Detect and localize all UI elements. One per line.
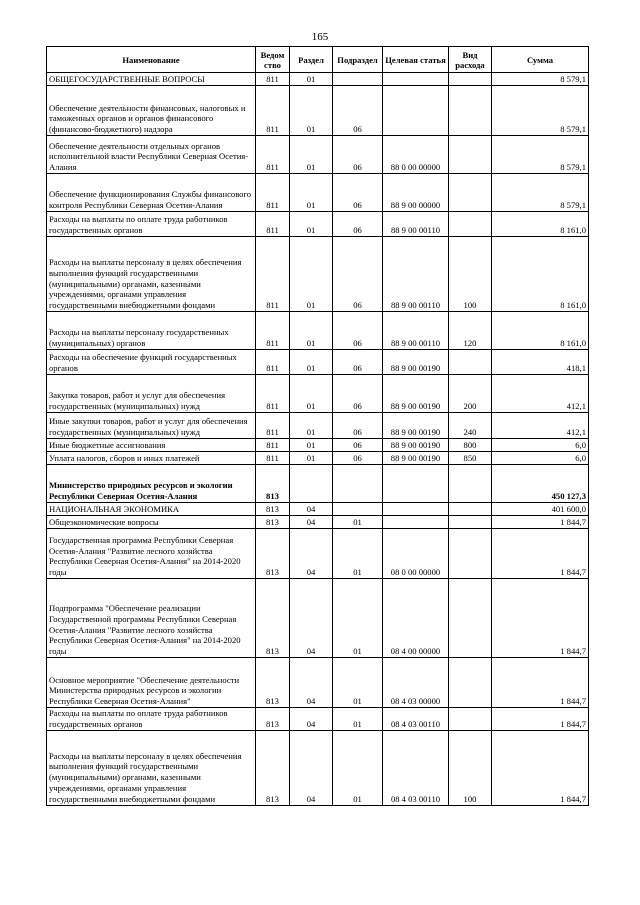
table-row <box>47 529 589 579</box>
cell-ministry: 811 <box>256 312 290 350</box>
table-row <box>47 708 589 731</box>
cell-target: 08 4 00 00000 <box>383 579 449 658</box>
cell-sum: 8 579,1 <box>492 174 589 212</box>
cell-expense-type <box>449 516 492 529</box>
cell-subsection <box>333 503 383 516</box>
cell-section: 01 <box>290 375 333 413</box>
budget-table <box>46 46 589 806</box>
table-row <box>47 658 589 708</box>
cell-sum: 8 579,1 <box>492 73 589 86</box>
cell-section: 01 <box>290 237 333 312</box>
cell-name: Иные закупки товаров, работ и услуг для обеспечения государственных (муниципальных) нужд <box>47 413 256 439</box>
cell-name: ОБЩЕГОСУДАРСТВЕННЫЕ ВОПРОСЫ <box>47 73 256 86</box>
cell-name: Основное мероприятие "Обеспечение деятельности Министерства природных ресурсов и экологии Республики Северная Осетия-Алания" <box>47 658 256 708</box>
table-row <box>47 86 589 136</box>
cell-expense-type: 850 <box>449 452 492 465</box>
table-row <box>47 212 589 237</box>
cell-expense-type <box>449 503 492 516</box>
header-subsection: Подраздел <box>333 47 383 73</box>
cell-name: НАЦИОНАЛЬНАЯ ЭКОНОМИКА <box>47 503 256 516</box>
cell-expense-type <box>449 658 492 708</box>
cell-sum: 8 161,0 <box>492 212 589 237</box>
header-name: Наименование <box>47 47 256 73</box>
cell-sum: 412,1 <box>492 375 589 413</box>
cell-ministry: 813 <box>256 708 290 731</box>
cell-target: 88 9 00 00110 <box>383 237 449 312</box>
cell-subsection: 06 <box>333 350 383 375</box>
cell-section: 04 <box>290 579 333 658</box>
cell-ministry: 811 <box>256 375 290 413</box>
cell-ministry: 813 <box>256 658 290 708</box>
cell-ministry: 811 <box>256 452 290 465</box>
cell-sum: 1 844,7 <box>492 516 589 529</box>
cell-ministry: 811 <box>256 413 290 439</box>
cell-section: 01 <box>290 350 333 375</box>
cell-section: 01 <box>290 452 333 465</box>
cell-section: 01 <box>290 212 333 237</box>
table-row <box>47 579 589 658</box>
cell-expense-type: 200 <box>449 375 492 413</box>
cell-ministry: 811 <box>256 174 290 212</box>
cell-subsection: 06 <box>333 439 383 452</box>
cell-ministry: 811 <box>256 350 290 375</box>
table-row <box>47 136 589 174</box>
cell-expense-type <box>449 136 492 174</box>
cell-expense-type <box>449 73 492 86</box>
cell-name: Министерство природных ресурсов и экологии Республики Северная Осетия-Алания <box>47 465 256 503</box>
cell-subsection: 06 <box>333 86 383 136</box>
cell-target <box>383 86 449 136</box>
cell-target: 88 9 00 00190 <box>383 413 449 439</box>
header-ministry: Ведом ство <box>256 47 290 73</box>
cell-subsection: 06 <box>333 413 383 439</box>
cell-subsection: 06 <box>333 174 383 212</box>
cell-target: 88 9 00 00190 <box>383 375 449 413</box>
cell-subsection: 01 <box>333 516 383 529</box>
cell-name: Расходы на выплаты персоналу в целях обеспечения выполнения функций государственными (муниципальными) органами, казенными учреждениями, органами управления государственными внебюджетными фондами <box>47 237 256 312</box>
cell-expense-type <box>449 350 492 375</box>
cell-subsection: 06 <box>333 212 383 237</box>
table-row <box>47 350 589 375</box>
cell-subsection: 06 <box>333 312 383 350</box>
table-header-row <box>47 47 589 73</box>
cell-ministry: 813 <box>256 730 290 805</box>
cell-subsection: 01 <box>333 730 383 805</box>
cell-sum: 401 600,0 <box>492 503 589 516</box>
cell-ministry: 813 <box>256 503 290 516</box>
cell-name: Расходы на обеспечение функций государственных органов <box>47 350 256 375</box>
cell-sum: 8 161,0 <box>492 312 589 350</box>
cell-section: 01 <box>290 86 333 136</box>
cell-ministry: 813 <box>256 529 290 579</box>
cell-subsection: 06 <box>333 452 383 465</box>
cell-subsection: 01 <box>333 708 383 731</box>
cell-target <box>383 465 449 503</box>
cell-section: 01 <box>290 136 333 174</box>
cell-name: Общеэкономические вопросы <box>47 516 256 529</box>
cell-ministry: 811 <box>256 237 290 312</box>
cell-sum: 8 579,1 <box>492 136 589 174</box>
table-row <box>47 237 589 312</box>
cell-subsection: 01 <box>333 579 383 658</box>
cell-ministry: 811 <box>256 439 290 452</box>
cell-sum: 1 844,7 <box>492 730 589 805</box>
table-row <box>47 465 589 503</box>
cell-sum: 1 844,7 <box>492 708 589 731</box>
table-row <box>47 312 589 350</box>
cell-section: 01 <box>290 73 333 86</box>
cell-target: 08 4 03 00110 <box>383 730 449 805</box>
cell-subsection <box>333 465 383 503</box>
cell-ministry: 811 <box>256 73 290 86</box>
cell-expense-type: 120 <box>449 312 492 350</box>
cell-target <box>383 516 449 529</box>
cell-ministry: 811 <box>256 212 290 237</box>
cell-ministry: 811 <box>256 86 290 136</box>
cell-expense-type <box>449 465 492 503</box>
cell-expense-type <box>449 579 492 658</box>
cell-target: 88 9 00 00000 <box>383 174 449 212</box>
cell-name: Расходы на выплаты по оплате труда работников государственных органов <box>47 212 256 237</box>
cell-sum: 6,0 <box>492 452 589 465</box>
cell-expense-type <box>449 529 492 579</box>
cell-sum: 8 579,1 <box>492 86 589 136</box>
table-row <box>47 439 589 452</box>
cell-target: 88 0 00 00000 <box>383 136 449 174</box>
page-number: 165 <box>311 31 329 43</box>
cell-target: 08 4 03 00000 <box>383 658 449 708</box>
table-row <box>47 174 589 212</box>
cell-target: 88 9 00 00190 <box>383 350 449 375</box>
cell-ministry: 813 <box>256 465 290 503</box>
cell-expense-type: 800 <box>449 439 492 452</box>
cell-target <box>383 503 449 516</box>
cell-target: 88 9 00 00190 <box>383 452 449 465</box>
cell-name: Обеспечение деятельности финансовых, налоговых и таможенных органов и органов финансового (финансово-бюджетного) надзора <box>47 86 256 136</box>
cell-sum: 1 844,7 <box>492 529 589 579</box>
cell-expense-type <box>449 86 492 136</box>
cell-sum: 450 127,3 <box>492 465 589 503</box>
cell-section: 04 <box>290 503 333 516</box>
cell-target <box>383 73 449 86</box>
cell-name: Расходы на выплаты персоналу государственных (муниципальных) органов <box>47 312 256 350</box>
cell-subsection: 01 <box>333 529 383 579</box>
cell-name: Подпрограмма "Обеспечение реализации Государственной программы Республики Северная Осетия-Алания "Развитие лесного хозяйства Республики Северная Осетия-Алания" на 2014-2020 годы <box>47 579 256 658</box>
cell-sum: 1 844,7 <box>492 658 589 708</box>
cell-section: 01 <box>290 174 333 212</box>
table-row <box>47 503 589 516</box>
cell-name: Расходы на выплаты по оплате труда работников государственных органов <box>47 708 256 731</box>
cell-name: Уплата налогов, сборов и иных платежей <box>47 452 256 465</box>
cell-section: 04 <box>290 516 333 529</box>
cell-section: 04 <box>290 529 333 579</box>
header-section: Раздел <box>290 47 333 73</box>
cell-name: Закупка товаров, работ и услуг для обеспечения государственных (муниципальных) нужд <box>47 375 256 413</box>
cell-name: Обеспечение функционирования Службы финансового контроля Республики Северная Осетия-Алания <box>47 174 256 212</box>
table-row <box>47 413 589 439</box>
cell-sum: 412,1 <box>492 413 589 439</box>
cell-sum: 1 844,7 <box>492 579 589 658</box>
cell-section: 04 <box>290 708 333 731</box>
cell-ministry: 813 <box>256 579 290 658</box>
cell-name: Иные бюджетные ассигнования <box>47 439 256 452</box>
cell-section: 04 <box>290 658 333 708</box>
header-expense-type: Вид расхода <box>449 47 492 73</box>
cell-section: 04 <box>290 730 333 805</box>
cell-subsection: 06 <box>333 375 383 413</box>
table-row <box>47 375 589 413</box>
cell-sum: 8 161,0 <box>492 237 589 312</box>
cell-subsection: 06 <box>333 136 383 174</box>
cell-ministry: 813 <box>256 516 290 529</box>
cell-expense-type: 240 <box>449 413 492 439</box>
cell-subsection <box>333 73 383 86</box>
cell-subsection: 01 <box>333 658 383 708</box>
cell-expense-type: 100 <box>449 730 492 805</box>
cell-section: 01 <box>290 312 333 350</box>
cell-target: 08 4 03 00110 <box>383 708 449 731</box>
cell-name: Государственная программа Республики Северная Осетия-Алания "Развитие лесного хозяйства Республики Северная Осетия-Алания" на 2014-2020 годы <box>47 529 256 579</box>
cell-expense-type <box>449 212 492 237</box>
cell-expense-type <box>449 708 492 731</box>
cell-target: 88 9 00 00190 <box>383 439 449 452</box>
cell-section: 01 <box>290 413 333 439</box>
cell-section: 01 <box>290 439 333 452</box>
header-target: Целевая статья <box>383 47 449 73</box>
cell-subsection: 06 <box>333 237 383 312</box>
cell-section <box>290 465 333 503</box>
table-row <box>47 516 589 529</box>
cell-target: 88 9 00 00110 <box>383 212 449 237</box>
cell-expense-type: 100 <box>449 237 492 312</box>
cell-sum: 418,1 <box>492 350 589 375</box>
header-sum: Сумма <box>492 47 589 73</box>
cell-target: 08 0 00 00000 <box>383 529 449 579</box>
cell-name: Обеспечение деятельности отдельных органов исполнительной власти Республики Северная Осетия-Алания <box>47 136 256 174</box>
cell-name: Расходы на выплаты персоналу в целях обеспечения выполнения функций государственными (муниципальными) органами, казенными учреждениями, органами управления государственными внебюджетными фондами <box>47 730 256 805</box>
table-row <box>47 730 589 805</box>
cell-target: 88 9 00 00110 <box>383 312 449 350</box>
table-row <box>47 73 589 86</box>
cell-sum: 6,0 <box>492 439 589 452</box>
table-row <box>47 452 589 465</box>
cell-expense-type <box>449 174 492 212</box>
cell-ministry: 811 <box>256 136 290 174</box>
